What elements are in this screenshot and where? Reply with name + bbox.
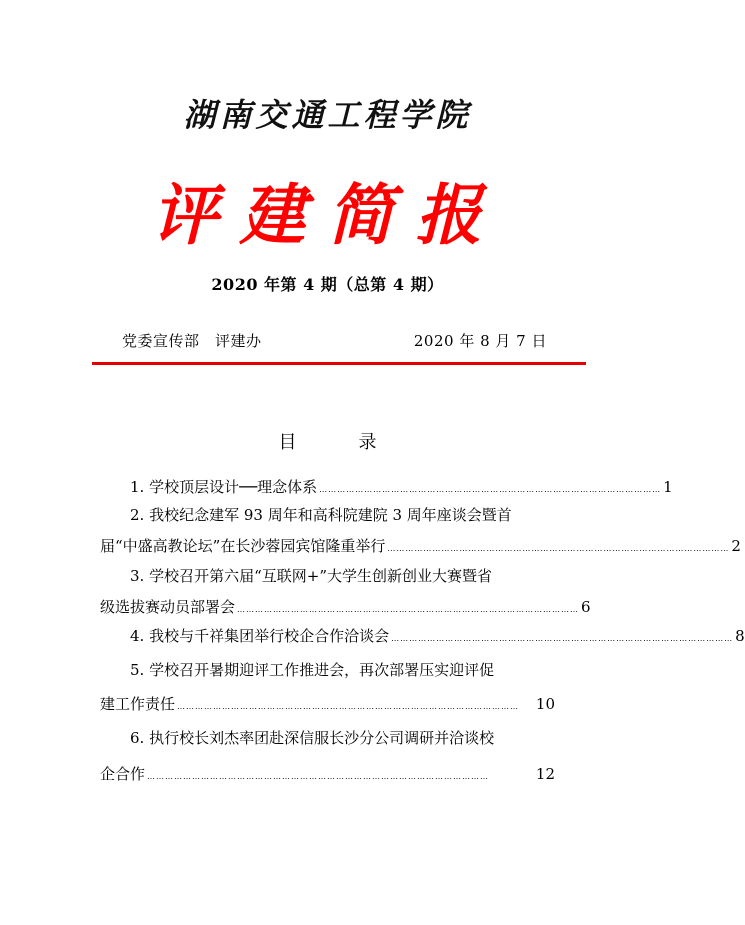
toc-entry-text: 5. 学校召开暑期迎评工作推进会，再次部署压实迎评促 [130, 661, 495, 679]
toc-leader-dots: …………………………………………………………………………………………………… [319, 485, 662, 494]
toc-leader-dots: …………………………………………………………………………………………………… [177, 702, 520, 711]
toc-entry-text-continued: 建工作责任 [100, 695, 176, 713]
toc-title: 目 录 [278, 432, 399, 453]
toc-entry[interactable] [100, 727, 555, 785]
toc-entry-text: 1. 学校顶层设计──理念体系 [130, 478, 318, 496]
departments: 党委宣传部 评建办 [122, 332, 262, 350]
toc-page-number: 6 [581, 598, 591, 616]
table-of-contents [100, 476, 745, 785]
toc-entry[interactable] [100, 504, 741, 557]
toc-entry-text-continued: 企合作 [100, 765, 146, 783]
toc-entry[interactable] [100, 476, 673, 498]
toc-leader-dots: …………………………………………………………………………………………………… [391, 634, 734, 643]
toc-page-number: 10 [535, 695, 555, 713]
publish-date: 2020 年 8 月 7 日 [413, 332, 547, 350]
toc-leader-dots: …………………………………………………………………………………………………… [147, 772, 490, 781]
toc-entry-text: 6. 执行校长刘杰率团赴深信服长沙分公司调研并洽谈校 [130, 729, 495, 747]
toc-page-number: 2 [731, 537, 741, 555]
toc-entry-text-continued: 届“中盛高教论坛”在长沙蓉园宾馆隆重举行 [100, 537, 386, 555]
toc-leader-dots: …………………………………………………………………………………………………… [387, 544, 730, 553]
toc-entry[interactable] [100, 625, 745, 647]
issue-number: 2020 年第 4 期（总第 4 期） [211, 275, 444, 294]
toc-page-number: 1 [663, 478, 673, 496]
toc-entry-text-continued: 级选拔赛动员部署会 [100, 598, 236, 616]
toc-page-number: 8 [735, 627, 745, 645]
toc-page-number: 12 [535, 765, 555, 783]
toc-entry[interactable] [100, 659, 555, 715]
toc-entry[interactable] [100, 565, 591, 618]
red-divider [92, 362, 586, 365]
toc-entry-text: 3. 学校召开第六届“互联网+”大学生创新创业大赛暨省 [130, 567, 492, 585]
toc-entry-text: 4. 我校与千祥集团举行校企合作洽谈会 [130, 627, 390, 645]
school-name: 湖南交通工程学院 [183, 96, 472, 134]
toc-entry-text: 2. 我校纪念建军 93 周年和高科院建院 3 周年座谈会暨首 [130, 506, 512, 524]
bulletin-title: 评建简报 [151, 177, 504, 254]
toc-leader-dots: …………………………………………………………………………………………………… [237, 605, 580, 614]
